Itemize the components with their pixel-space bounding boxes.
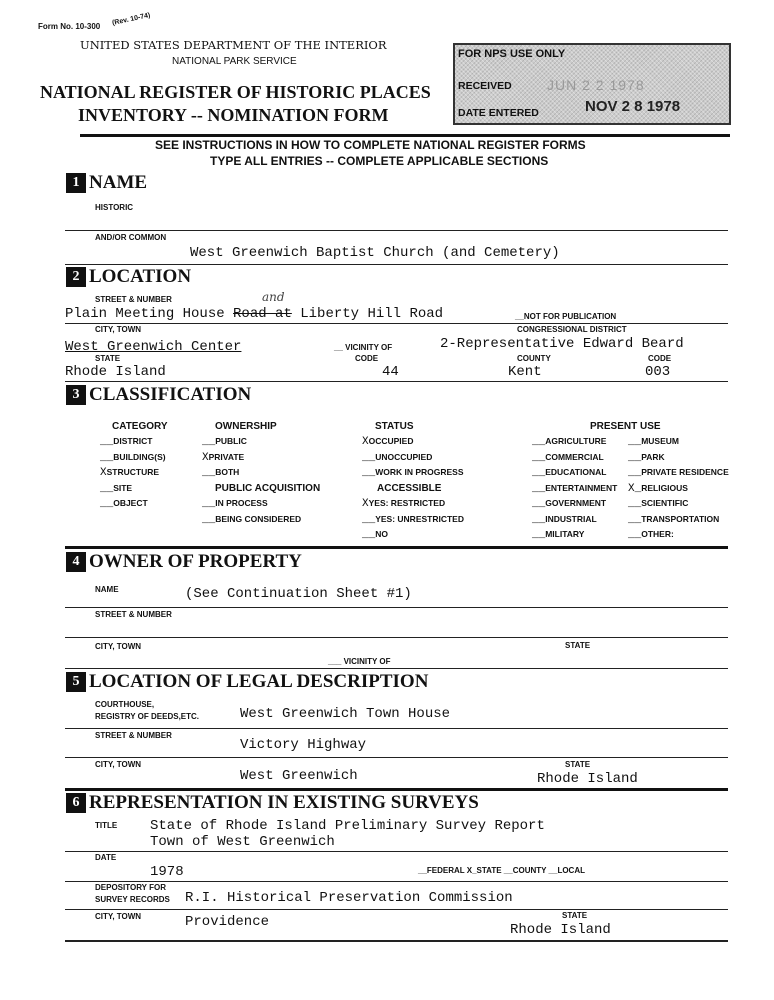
- check-mark: __: [628, 436, 642, 448]
- date-entered-label: DATE ENTERED: [458, 107, 539, 119]
- county-label: COUNTY: [517, 354, 551, 363]
- depository-label-2: SURVEY RECORDS: [95, 895, 170, 904]
- check-mark: __: [362, 451, 376, 464]
- date-entered-stamp: NOV 2 8 1978: [585, 98, 681, 115]
- owner-name-value: (See Continuation Sheet #1): [185, 586, 412, 602]
- checklist-label: MUSEUM: [641, 436, 679, 446]
- checklist-label: GOVERNMENT: [545, 498, 607, 508]
- checklist-item: [628, 452, 665, 465]
- checklist-label: OTHER:: [641, 529, 674, 539]
- check-mark: __: [532, 498, 546, 510]
- section-title: REPRESENTATION IN EXISTING SURVEYS: [89, 792, 479, 813]
- owner-vicinity-label: ___ VICINITY OF: [328, 657, 391, 666]
- checklist-label: OCCUPIED: [368, 436, 414, 446]
- field-line: [65, 607, 728, 608]
- legal-street-label: STREET & NUMBER: [95, 731, 172, 740]
- section-title: LOCATION OF LEGAL DESCRIPTION: [89, 671, 429, 692]
- checklist-item: [362, 514, 464, 527]
- divider: [80, 134, 730, 137]
- check-mark: __: [100, 482, 114, 495]
- section-title: OWNER OF PROPERTY: [89, 551, 302, 572]
- check-mark: __: [532, 513, 546, 526]
- section-title: NAME: [89, 172, 148, 193]
- section-divider: [65, 546, 728, 549]
- nps-use-box: [453, 43, 731, 125]
- check-mark: X: [202, 451, 209, 464]
- checklist-label: MILITARY: [545, 529, 585, 539]
- field-line: [65, 851, 728, 852]
- street-label: STREET & NUMBER: [95, 295, 172, 304]
- check-mark: __: [532, 451, 546, 464]
- section-title: LOCATION: [89, 266, 192, 287]
- form-revision: (Rev. 10-74): [111, 12, 151, 27]
- struck-text: Road at: [233, 306, 292, 322]
- checklist-label: PRIVATE RESIDENCE: [641, 467, 729, 477]
- checklist-label: PARK: [641, 451, 665, 462]
- checklist-item: [202, 452, 244, 465]
- checklist-item: [100, 452, 166, 465]
- checklist-label: PUBLIC: [215, 436, 247, 446]
- check-mark: X: [362, 436, 369, 448]
- legal-street-value: Victory Highway: [240, 737, 367, 753]
- street-part: Plain Meeting House: [65, 306, 234, 322]
- checklist-label: YES: UNRESTRICTED: [375, 513, 464, 524]
- checklist-item: [362, 529, 388, 542]
- checklist-item: [532, 452, 604, 465]
- public-acquisition-heading: PUBLIC ACQUISITION: [215, 483, 321, 494]
- checklist-label: SCIENTIFIC: [641, 498, 689, 508]
- check-mark: __: [202, 467, 216, 479]
- checklist-label: BOTH: [215, 467, 240, 477]
- checklist-label: RELIGIOUS: [641, 482, 688, 493]
- check-mark: __: [202, 513, 216, 526]
- street-part: Liberty Hill Road: [291, 306, 444, 322]
- field-line: [65, 381, 728, 382]
- checklist-item: [202, 467, 239, 480]
- survey-city-value: Providence: [185, 914, 270, 930]
- congressional-district-label: CONGRESSIONAL DISTRICT: [517, 325, 627, 334]
- check-mark: __: [100, 451, 114, 464]
- common-name-value: West Greenwich Baptist Church (and Cemetery): [190, 245, 560, 261]
- not-for-publication: __NOT FOR PUBLICATION: [515, 312, 617, 321]
- received-stamp: JUN 2 2 1978: [547, 77, 645, 93]
- field-line: [65, 668, 728, 669]
- survey-title-label: TITLE: [95, 821, 118, 830]
- owner-city-label: CITY, TOWN: [95, 642, 142, 651]
- state-label: STATE: [95, 354, 121, 363]
- nps-heading: FOR NPS USE ONLY: [458, 48, 566, 60]
- form-number: Form No. 10-300: [38, 22, 101, 31]
- historic-label: HISTORIC: [95, 203, 134, 212]
- accessible-heading: ACCESSIBLE: [377, 483, 442, 494]
- checklist-label: AGRICULTURE: [545, 436, 607, 446]
- owner-state-label: STATE: [565, 641, 591, 650]
- checklist-label: BUILDING(S): [113, 451, 166, 462]
- category-heading: CATEGORY: [112, 421, 168, 432]
- check-mark: __: [532, 482, 546, 495]
- checklist-item: [202, 498, 268, 511]
- checklist-item: [532, 498, 606, 511]
- survey-state-value: Rhode Island: [510, 922, 611, 938]
- checklist-item: [362, 436, 413, 449]
- section-1-header: [66, 173, 147, 193]
- common-name-label: AND/OR COMMON: [95, 233, 167, 242]
- check-mark: X_: [628, 482, 642, 495]
- field-line: [65, 637, 728, 638]
- check-mark: __: [532, 467, 546, 479]
- checklist-item: [628, 498, 688, 511]
- check-mark: __: [628, 529, 642, 541]
- ownership-heading: OWNERSHIP: [215, 421, 277, 432]
- owner-name-label: NAME: [95, 585, 119, 594]
- agency: NATIONAL PARK SERVICE: [172, 56, 297, 67]
- field-line: [65, 757, 728, 758]
- survey-title-line-1: State of Rhode Island Preliminary Survey Report: [150, 818, 545, 834]
- checklist-item: [532, 529, 584, 542]
- check-mark: __: [628, 498, 642, 510]
- legal-city-label: CITY, TOWN: [95, 760, 142, 769]
- checklist-label: SITE: [113, 482, 133, 493]
- section-number: 1: [66, 173, 86, 193]
- section-5-header: [66, 672, 428, 692]
- street-value: [65, 306, 443, 322]
- section-number: 2: [66, 267, 86, 287]
- section-number: 3: [66, 385, 86, 405]
- checklist-label: NO: [375, 529, 388, 539]
- section-number: 5: [66, 672, 86, 692]
- checklist-label: YES: RESTRICTED: [368, 498, 446, 508]
- legal-city-value: West Greenwich: [240, 768, 358, 784]
- check-mark: __: [362, 529, 376, 541]
- survey-date-value: 1978: [150, 864, 184, 880]
- checklist-item: [628, 436, 679, 449]
- owner-street-label: STREET & NUMBER: [95, 610, 172, 619]
- section-6-header: [66, 793, 479, 813]
- checklist-label: UNOCCUPIED: [375, 451, 433, 462]
- check-mark: __: [532, 436, 546, 448]
- checklist-label: TRANSPORTATION: [641, 513, 720, 524]
- checklist-label: EDUCATIONAL: [545, 467, 607, 477]
- checklist-item: [532, 467, 606, 480]
- state-value: Rhode Island: [65, 364, 166, 380]
- form-title-2: INVENTORY -- NOMINATION FORM: [78, 105, 389, 125]
- checklist-item: [628, 514, 719, 527]
- check-mark: __: [628, 513, 642, 526]
- check-mark: __: [532, 529, 546, 541]
- checklist-label: OBJECT: [113, 498, 148, 508]
- section-2-header: [66, 267, 191, 287]
- congressional-district-value: 2-Representative Edward Beard: [440, 336, 684, 352]
- vicinity-label: __ VICINITY OF: [334, 343, 393, 352]
- county-value: Kent: [508, 364, 542, 380]
- field-line: [65, 881, 728, 882]
- checklist-label: STRUCTURE: [106, 467, 160, 477]
- section-divider: [65, 788, 728, 791]
- checklist-item: [202, 514, 301, 527]
- received-label: RECEIVED: [458, 80, 512, 92]
- survey-levels: __FEDERAL X_STATE __COUNTY __LOCAL: [418, 866, 585, 875]
- legal-state-label: STATE: [565, 760, 591, 769]
- registry-label: REGISTRY OF DEEDS,ETC.: [95, 712, 200, 721]
- field-line: [65, 728, 728, 729]
- checklist-label: ENTERTAINMENT: [545, 482, 618, 493]
- check-mark: __: [100, 436, 114, 448]
- courthouse-label: COURTHOUSE,: [95, 700, 155, 709]
- checklist-label: COMMERCIAL: [545, 451, 604, 462]
- field-line: [65, 230, 728, 231]
- check-mark: X: [100, 467, 107, 479]
- checklist-item: [532, 514, 597, 527]
- field-line: [65, 940, 728, 942]
- checklist-label: DISTRICT: [113, 436, 153, 446]
- field-line: [65, 909, 728, 910]
- checklist-item: [362, 452, 432, 465]
- section-number: 4: [66, 552, 86, 572]
- checklist-label: IN PROCESS: [215, 498, 268, 508]
- checklist-item: [202, 436, 247, 449]
- county-code-value: 003: [645, 364, 671, 380]
- section-number: 6: [66, 793, 86, 813]
- form-title-1: NATIONAL REGISTER OF HISTORIC PLACES: [40, 82, 431, 102]
- checklist-item: [100, 467, 159, 480]
- field-line: [65, 264, 728, 265]
- checklist-item: [628, 529, 674, 542]
- checklist-label: WORK IN PROGRESS: [375, 467, 464, 477]
- city-label: CITY, TOWN: [95, 325, 142, 334]
- legal-state-value: Rhode Island: [537, 771, 638, 787]
- check-mark: __: [100, 498, 114, 510]
- check-mark: __: [362, 467, 376, 479]
- depository-value: R.I. Historical Preservation Commission: [185, 890, 513, 906]
- checklist-item: [362, 498, 445, 511]
- checklist-item: [532, 436, 606, 449]
- depository-label-1: DEPOSITORY FOR: [95, 883, 166, 892]
- field-line: [65, 323, 728, 324]
- present-use-heading: PRESENT USE: [590, 421, 661, 432]
- checklist-label: INDUSTRIAL: [545, 513, 597, 524]
- check-mark: X: [362, 498, 369, 510]
- checklist-item: [100, 483, 132, 496]
- section-title: CLASSIFICATION: [89, 384, 252, 405]
- checklist-item: [628, 483, 688, 496]
- status-heading: STATUS: [375, 421, 414, 432]
- courthouse-value: West Greenwich Town House: [240, 706, 451, 722]
- department: UNITED STATES DEPARTMENT OF THE INTERIOR: [80, 38, 387, 52]
- survey-state-label: STATE: [562, 911, 588, 920]
- checklist-item: [532, 483, 617, 496]
- checklist-item: [362, 467, 464, 480]
- check-mark: __: [628, 467, 642, 479]
- check-mark: __: [362, 513, 376, 526]
- checklist-item: [100, 498, 148, 511]
- city-value: West Greenwich Center: [65, 339, 242, 355]
- county-code-label: CODE: [648, 354, 672, 363]
- section-3-header: [66, 385, 251, 405]
- survey-city-label: CITY, TOWN: [95, 912, 142, 921]
- checklist-item: [100, 436, 152, 449]
- code-label: CODE: [355, 354, 379, 363]
- code-value: 44: [382, 364, 399, 380]
- handwritten-note: and: [262, 290, 285, 304]
- check-mark: __: [628, 451, 642, 464]
- instructions-line-1: SEE INSTRUCTIONS IN HOW TO COMPLETE NATIONAL REGISTER FORMS: [155, 138, 586, 152]
- checklist-item: [628, 467, 729, 480]
- checklist-label: PRIVATE: [208, 451, 245, 462]
- survey-date-label: DATE: [95, 853, 117, 862]
- checklist-label: BEING CONSIDERED: [215, 513, 302, 524]
- check-mark: __: [202, 498, 216, 510]
- check-mark: __: [202, 436, 216, 448]
- instructions-line-2: TYPE ALL ENTRIES -- COMPLETE APPLICABLE SECTIONS: [210, 154, 549, 168]
- section-4-header: [66, 552, 302, 572]
- survey-title-line-2: Town of West Greenwich: [150, 834, 335, 850]
